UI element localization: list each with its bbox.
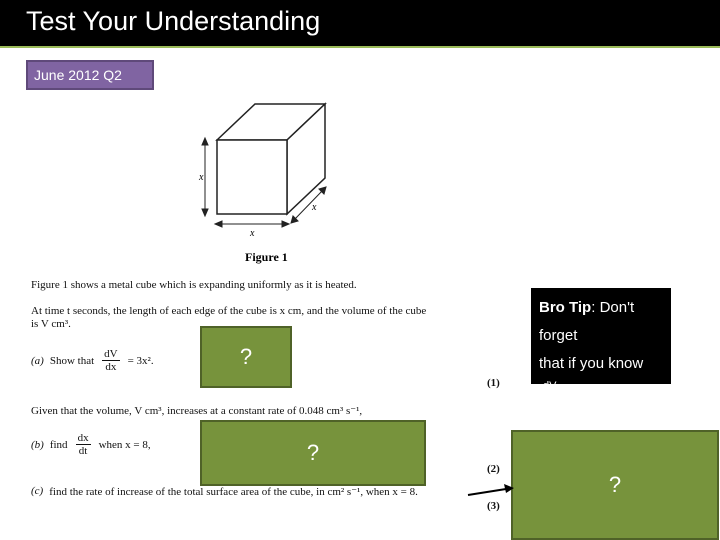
part-c-label: (c) [31, 485, 44, 497]
answer-box-a[interactable]: ? [200, 326, 292, 388]
question-intro: Figure 1 shows a metal cube which is expanding uniformly as it is heated. [31, 279, 357, 291]
fraction-numerator: dx [77, 432, 89, 444]
tip-line-3 [539, 406, 663, 434]
part-a-text: Show that [49, 354, 95, 367]
part-a-marks: (1) [487, 377, 500, 389]
tip-line-2 [539, 350, 663, 406]
question-stem-line2: is V cm³. [31, 318, 71, 330]
fraction-dx-dt [76, 432, 91, 457]
fraction-numerator: dx [577, 407, 589, 420]
part-b-text: find [49, 438, 68, 451]
title-underline [0, 46, 720, 48]
tip-line-3-text: then [539, 411, 569, 428]
fraction-numerator: dV [543, 379, 557, 392]
tip-fraction-dv-dx [541, 380, 558, 405]
edge-label-vertical: x [199, 172, 204, 183]
answer-box-b[interactable]: ? [200, 420, 426, 486]
answer-box-c[interactable]: ? [511, 430, 719, 540]
part-b-marks: (2) [487, 463, 500, 475]
bro-tip-box [531, 288, 671, 433]
edge-label-diagonal: x [312, 202, 317, 213]
part-b-label: (b) [31, 438, 44, 451]
fraction-dv-dx [102, 348, 119, 373]
fraction-numerator: 1 [625, 407, 633, 420]
title-bar [0, 0, 720, 46]
part-c-marks: (3) [487, 500, 500, 512]
fraction-denominator: dt [78, 445, 88, 457]
tip-fraction-dx-dv [574, 408, 591, 433]
tip-line-2-text: that if you know [539, 355, 644, 372]
fraction-denominator: dV/dx [614, 420, 644, 433]
tip-heading: Bro Tip [539, 299, 592, 316]
fraction-denominator: dV [576, 420, 590, 433]
arrow-icon [466, 484, 516, 500]
given-statement: Given that the volume, V cm³, increases at a constant rate of 0.048 cm³ s⁻¹, [31, 405, 363, 417]
cube-figure [195, 100, 345, 250]
cube-front-face [217, 140, 287, 214]
question-stem-line1: At time t seconds, the length of each edge of the cube is x cm, and the volume of the cube [31, 305, 427, 317]
figure-caption: Figure 1 [245, 250, 288, 264]
slide-title: Test Your Understanding [26, 6, 321, 36]
tip-fraction-reciprocal [613, 408, 645, 433]
part-b-condition: when x = 8, [98, 438, 151, 451]
tip-equals: = [598, 411, 607, 428]
tip-line-1 [539, 294, 663, 350]
part-b [31, 432, 151, 457]
fraction-numerator: dV [104, 348, 118, 360]
part-c [31, 485, 418, 498]
part-c-text: find the rate of increase of the total surface area of the cube, in cm² s⁻¹, when x = 8. [49, 486, 418, 498]
part-a [31, 348, 154, 373]
exam-reference-badge: June 2012 Q2 [26, 60, 154, 90]
fraction-denominator: dx [543, 392, 556, 405]
fraction-denominator: dx [105, 361, 117, 373]
part-a-label: (a) [31, 354, 44, 367]
tip-line-1-text: : Don't forget [539, 299, 635, 344]
edge-label-bottom: x [250, 228, 255, 239]
part-a-result: = 3x². [127, 354, 154, 367]
